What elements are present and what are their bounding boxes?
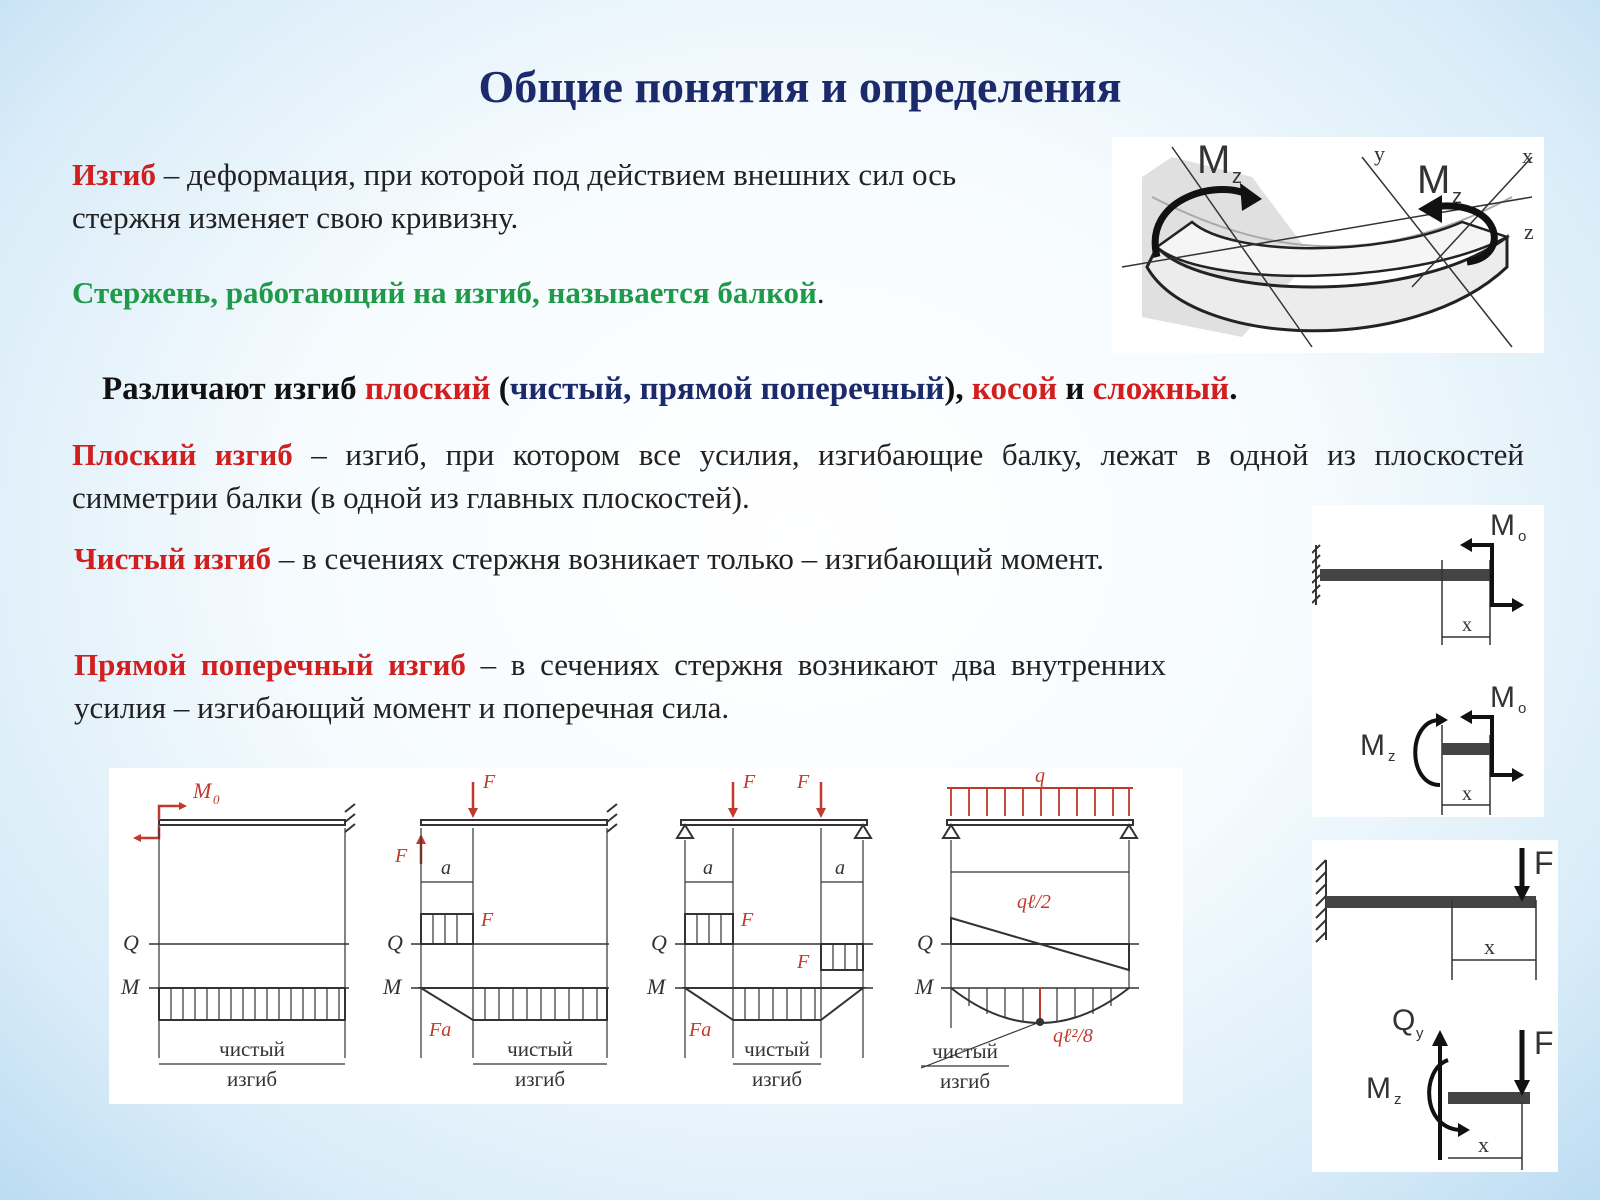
fa-label-2: Fa xyxy=(429,1019,452,1041)
support-left-4 xyxy=(943,825,959,838)
a-label-3a: a xyxy=(703,857,713,879)
support-left-3 xyxy=(677,825,693,838)
beam-3d-figure xyxy=(1112,137,1544,353)
m0-arrowhead-top xyxy=(179,802,187,810)
m-label-2: M xyxy=(383,974,402,999)
pure-label-1b: изгиб xyxy=(226,1067,278,1091)
mz-arrowhead xyxy=(1436,713,1448,727)
f-arrowhead-3a xyxy=(728,808,738,818)
types-comma: , xyxy=(623,371,640,407)
beam-4 xyxy=(947,820,1133,825)
mz-label-right: M xyxy=(1417,158,1451,202)
beam-bar xyxy=(1320,569,1490,581)
bending-definition xyxy=(72,153,1032,239)
q-label-1: Q xyxy=(123,930,139,955)
m-hatch-1 xyxy=(171,988,339,1020)
mo-arrowhead-2 xyxy=(1460,710,1472,724)
beam-diagrams-drawing xyxy=(109,768,1183,1104)
m-hatch-3 xyxy=(745,988,815,1020)
mz-sub-left: z xyxy=(1232,166,1242,188)
m-label-3: M xyxy=(647,974,666,999)
m-hatch-2 xyxy=(485,988,597,1020)
x-label-2: x xyxy=(1462,783,1472,805)
f-react-label-2: F xyxy=(395,845,408,867)
f-arrowhead-3b xyxy=(816,808,826,818)
mo-sub: o xyxy=(1518,528,1527,545)
f-q-label-2: F xyxy=(481,909,494,931)
pure-label-3b: изгиб xyxy=(751,1067,803,1091)
f-label-2: F xyxy=(1534,1025,1554,1061)
f-arrowhead-2 xyxy=(468,808,478,818)
flat-bending-definition xyxy=(72,433,1524,519)
mo-label: M xyxy=(1490,509,1515,542)
f-label-3a: F xyxy=(743,771,756,793)
q-diagram-4 xyxy=(951,918,1129,970)
type-flat: плоский xyxy=(364,371,491,407)
m0-sub: 0 xyxy=(213,792,220,807)
ql2-label: qℓ/2 xyxy=(1017,891,1051,913)
q-label-2: Q xyxy=(387,930,403,955)
mz-sub-3: z xyxy=(1394,1091,1402,1108)
qy-label: Q xyxy=(1392,1004,1416,1037)
qy-sub: y xyxy=(1416,1025,1424,1042)
q-load-arrows xyxy=(951,788,1129,816)
beam-3 xyxy=(681,820,867,825)
mz-label-left: M xyxy=(1197,138,1231,182)
m-diagram-3 xyxy=(685,988,863,1020)
type-complex: сложный xyxy=(1092,371,1230,407)
fa-label-3: Fa xyxy=(689,1019,712,1041)
z-axis-label: z xyxy=(1524,219,1534,244)
types-open: ( xyxy=(490,371,510,407)
m-label-4: M xyxy=(915,974,934,999)
right-figures-bottom xyxy=(1312,840,1558,1172)
mo-arrowhead-2-lower xyxy=(1512,768,1524,782)
beam-1 xyxy=(159,820,345,825)
beam-piece xyxy=(1442,743,1490,755)
beam-definition xyxy=(72,271,972,314)
beam-bar-2 xyxy=(1326,896,1536,908)
pure-label-2a: чистый xyxy=(507,1037,573,1061)
type-oblique: косой xyxy=(971,371,1058,407)
m-diagram-2 xyxy=(421,988,607,1020)
mz-sub-right: z xyxy=(1452,186,1462,208)
pure-label-3a: чистый xyxy=(744,1037,810,1061)
direct-bending-definition xyxy=(74,643,1166,729)
pure-label-4a: чистый xyxy=(932,1039,998,1063)
ql8-label: qℓ²/8 xyxy=(1053,1025,1093,1047)
qy-arrowhead xyxy=(1432,1030,1448,1046)
diagram-distributed-load xyxy=(914,768,1139,1093)
mo-sub-2: o xyxy=(1518,700,1527,717)
x-label-4: x xyxy=(1478,1132,1489,1157)
f-q-label-3a: F xyxy=(741,909,754,931)
wall-1 xyxy=(345,804,355,832)
right-figures-top xyxy=(1312,505,1544,817)
moment-arrowhead-lower xyxy=(1512,598,1524,612)
mz-sub: z xyxy=(1388,748,1396,765)
mz-arrowhead-3 xyxy=(1458,1123,1470,1137)
cantilever-moment xyxy=(1312,509,1526,645)
beam-diagrams xyxy=(109,768,1183,1104)
wall-2 xyxy=(607,804,617,832)
m-label-1: M xyxy=(121,974,140,999)
pure-bending-definition xyxy=(74,537,1236,580)
direct-text: – в сечениях стержня возникают два внутренних усилия – изгибающий момент и поперечная сила. xyxy=(74,647,1167,725)
wall-hatch-2 xyxy=(1316,860,1326,942)
beam-2 xyxy=(421,820,607,825)
beam-piece-2 xyxy=(1448,1092,1530,1104)
types-end: . xyxy=(1229,371,1238,407)
q-label-4: Q xyxy=(917,930,933,955)
beam-3d-drawing xyxy=(1112,137,1544,353)
mo-label-2: M xyxy=(1490,681,1515,714)
term-bending: Изгиб xyxy=(72,157,157,192)
pure-label-4b: изгиб xyxy=(939,1069,991,1093)
a-label-2: a xyxy=(441,857,451,879)
m-diagram-1 xyxy=(159,988,345,1020)
section-moment xyxy=(1360,681,1526,815)
x-label-3: x xyxy=(1484,934,1495,959)
m0-arrow-bottom xyxy=(139,825,159,838)
mz-label: M xyxy=(1360,729,1385,762)
right-figures-bottom-drawing xyxy=(1312,840,1558,1172)
diagram-pure-moment xyxy=(120,778,355,1091)
diagram-cantilever-force xyxy=(382,771,617,1091)
types-prefix: Различают изгиб xyxy=(102,371,365,407)
beam-def-text: Стержень, работающий на изгиб, называется балкой xyxy=(72,275,817,310)
bending-types xyxy=(102,368,1522,411)
f-q-label-3b: F xyxy=(797,951,810,973)
moment-arrowhead xyxy=(1460,538,1472,552)
page-title: Общие понятия и определения xyxy=(478,61,1122,112)
q-label-3: Q xyxy=(651,930,667,955)
flat-text: – изгиб, при котором все усилия, изгибающие балку, лежат в одной из плоскостей симметрии балки (в одной из главных плоскостей). xyxy=(72,437,1525,515)
cantilever-force xyxy=(1316,845,1554,980)
a-label-3b: a xyxy=(835,857,845,879)
m0-arrow-top xyxy=(159,806,181,820)
pure-text: – в сечениях стержня возникает только – изгибающий момент. xyxy=(271,541,1104,576)
q-diagram-2 xyxy=(421,914,473,944)
f-label-3b: F xyxy=(797,771,810,793)
q-hatch-2 xyxy=(433,914,457,944)
mz-label-3: M xyxy=(1366,1072,1391,1105)
pure-label-1a: чистый xyxy=(219,1037,285,1061)
right-figures-top-drawing xyxy=(1312,505,1544,817)
m0-label: M xyxy=(193,778,212,803)
term-flat: Плоский изгиб xyxy=(72,437,293,472)
x-label: x xyxy=(1462,614,1472,636)
types-close: ), xyxy=(944,371,972,407)
type-pure: чистый xyxy=(509,371,624,407)
term-direct: Прямой поперечный изгиб xyxy=(74,647,466,682)
types-and: и xyxy=(1057,371,1093,407)
mz-arrow xyxy=(1415,720,1440,785)
bending-text: – деформация, при которой под действием внешних сил ось стержня изменяет свою кривизну. xyxy=(72,157,957,235)
y-axis-label: y xyxy=(1374,141,1385,166)
x-axis-label: x xyxy=(1522,143,1533,168)
f-label-b2: F xyxy=(483,771,496,793)
term-pure: Чистый изгиб xyxy=(74,541,272,576)
support-right-4 xyxy=(1121,825,1137,838)
section-shear xyxy=(1366,1004,1554,1170)
type-direct: прямой поперечный xyxy=(639,371,945,407)
support-right-3 xyxy=(855,825,871,838)
q-load-label: q xyxy=(1035,768,1045,787)
f-label: F xyxy=(1534,845,1554,881)
beam-def-period: . xyxy=(816,275,825,310)
pure-label-2b: изгиб xyxy=(514,1067,566,1091)
q-hatch-3b xyxy=(833,944,857,970)
q-hatch-3a xyxy=(697,914,721,944)
diagram-simply-supported xyxy=(646,771,873,1091)
m0-arrowhead-bottom xyxy=(133,834,141,842)
